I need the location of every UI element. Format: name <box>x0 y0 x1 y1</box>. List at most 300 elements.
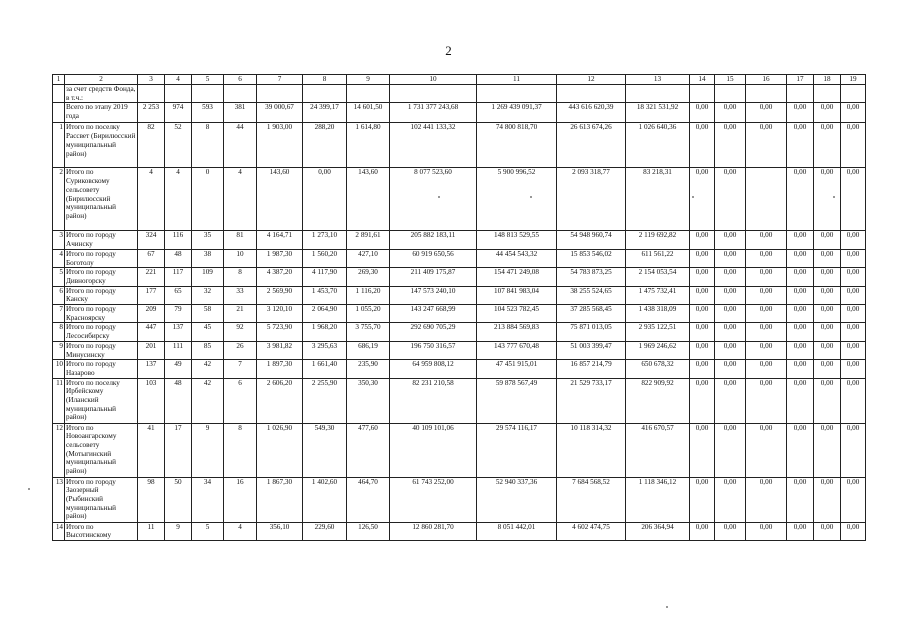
table-cell: 2 255,90 <box>303 378 347 423</box>
table-cell: 4 387,20 <box>257 268 303 286</box>
table-cell: 0,00 <box>841 360 866 378</box>
column-number: 15 <box>715 75 746 85</box>
table-cell: 58 <box>192 305 224 323</box>
row-label: Итого по городу Назарово <box>65 360 138 378</box>
table-cell: 0,00 <box>787 341 814 359</box>
table-cell: 0,00 <box>690 423 715 477</box>
row-label: Итого по поселку Ирбейскому (Иланский муниципальный район) <box>65 378 138 423</box>
table-cell: 0,00 <box>841 323 866 341</box>
table-cell: 0,00 <box>787 123 814 168</box>
table-cell: 1 560,20 <box>303 249 347 267</box>
column-number: 18 <box>814 75 841 85</box>
table-cell: 381 <box>224 103 257 123</box>
table-cell: 21 <box>224 305 257 323</box>
row-index: 4 <box>53 249 65 267</box>
table-cell: 44 454 543,32 <box>477 249 557 267</box>
row-label: Итого по Суриковскому сельсовету (Бирилюсский муниципальный район) <box>65 168 138 231</box>
table-cell: 0,00 <box>715 477 746 522</box>
table-cell: 0,00 <box>715 286 746 304</box>
table-cell: 1 867,30 <box>257 477 303 522</box>
scan-speck <box>28 488 30 490</box>
column-number: 17 <box>787 75 814 85</box>
table-cell: 0,00 <box>746 360 787 378</box>
row-label: Итого по городу Заозерный (Рыбинский муниципальный район) <box>65 477 138 522</box>
table-row <box>53 323 866 341</box>
table-cell: 0,00 <box>787 360 814 378</box>
table-cell: 324 <box>138 231 165 249</box>
row-index: 6 <box>53 286 65 304</box>
table-cell: 447 <box>138 323 165 341</box>
row-index: 3 <box>53 231 65 249</box>
table-cell: 1 968,20 <box>303 323 347 341</box>
table-cell <box>557 85 626 103</box>
table-cell: 126,50 <box>347 522 390 540</box>
table-cell: 1 987,30 <box>257 249 303 267</box>
table-cell: 9 <box>192 423 224 477</box>
table-cell: 61 743 252,00 <box>390 477 477 522</box>
row-index: 12 <box>53 423 65 477</box>
table-cell: 4 <box>224 522 257 540</box>
table-cell: 42 <box>192 360 224 378</box>
table-cell: 10 <box>224 249 257 267</box>
table-cell: 104 523 782,45 <box>477 305 557 323</box>
table-cell: 64 959 808,12 <box>390 360 477 378</box>
row-label: Итого по городу Минусинску <box>65 341 138 359</box>
table-cell: 0,00 <box>787 522 814 540</box>
table-cell: 1 903,00 <box>257 123 303 168</box>
table-cell: 24 399,17 <box>303 103 347 123</box>
table-cell: 5 723,90 <box>257 323 303 341</box>
table-cell: 0,00 <box>814 341 841 359</box>
table-cell: 1 269 439 091,37 <box>477 103 557 123</box>
row-label: Итого по Новоангарскому сельсовету (Мотыгинский муниципальный район) <box>65 423 138 477</box>
table-cell: 47 451 915,01 <box>477 360 557 378</box>
table-cell: 206 364,94 <box>626 522 690 540</box>
table-cell: 205 882 183,11 <box>390 231 477 249</box>
table-cell: 1 055,20 <box>347 305 390 323</box>
table-cell: 0,00 <box>787 286 814 304</box>
table-cell: 0,00 <box>841 305 866 323</box>
table-cell: 1 116,20 <box>347 286 390 304</box>
table-cell: 29 574 116,17 <box>477 423 557 477</box>
table-cell: 0,00 <box>690 286 715 304</box>
table-cell <box>477 85 557 103</box>
table-cell: 0,00 <box>746 268 787 286</box>
table-row <box>53 423 866 477</box>
table-cell: 0,00 <box>841 268 866 286</box>
table-row <box>53 268 866 286</box>
table-cell: 7 <box>224 360 257 378</box>
table-cell: 8 <box>192 123 224 168</box>
table-cell: 137 <box>165 323 192 341</box>
table-cell: 116 <box>165 231 192 249</box>
table-cell: 16 <box>224 477 257 522</box>
table-cell: 52 <box>165 123 192 168</box>
table-cell: 0,00 <box>787 378 814 423</box>
table-cell: 6 <box>224 378 257 423</box>
data-table <box>52 74 866 541</box>
table-row <box>53 522 866 540</box>
table-cell: 12 860 281,70 <box>390 522 477 540</box>
table-cell: 14 601,50 <box>347 103 390 123</box>
table-cell: 477,60 <box>347 423 390 477</box>
table-cell <box>390 85 477 103</box>
table-cell: 33 <box>224 286 257 304</box>
table-cell: 0,00 <box>841 522 866 540</box>
table-cell: 0,00 <box>715 423 746 477</box>
table-cell: 1 731 377 243,68 <box>390 103 477 123</box>
table-cell: 34 <box>192 477 224 522</box>
table-cell: 59 878 567,49 <box>477 378 557 423</box>
table-cell: 37 285 568,45 <box>557 305 626 323</box>
table-cell: 143 247 668,99 <box>390 305 477 323</box>
column-number: 1 <box>53 75 65 85</box>
table-cell: 49 <box>165 360 192 378</box>
table-cell: 1 661,40 <box>303 360 347 378</box>
table-cell: 4 117,90 <box>303 268 347 286</box>
table-cell: 82 231 210,58 <box>390 378 477 423</box>
column-number: 13 <box>626 75 690 85</box>
table-cell: 0,00 <box>715 168 746 231</box>
table-cell: 0,00 <box>690 123 715 168</box>
table-cell <box>787 85 814 103</box>
table-cell: 1 438 318,09 <box>626 305 690 323</box>
table-cell: 3 981,82 <box>257 341 303 359</box>
table-cell: 50 <box>165 477 192 522</box>
table-cell <box>626 85 690 103</box>
table-row <box>53 477 866 522</box>
table-cell: 2 935 122,51 <box>626 323 690 341</box>
table-cell: 143,60 <box>347 168 390 231</box>
table-cell: 154 471 249,08 <box>477 268 557 286</box>
table-cell: 1 273,10 <box>303 231 347 249</box>
column-number: 11 <box>477 75 557 85</box>
table-cell <box>192 85 224 103</box>
table-cell: 0,00 <box>690 378 715 423</box>
row-index <box>53 85 65 103</box>
table-cell: 443 616 620,39 <box>557 103 626 123</box>
table-row <box>53 378 866 423</box>
table-cell: 0,00 <box>690 103 715 123</box>
table-cell: 1 897,30 <box>257 360 303 378</box>
table-cell: 0,00 <box>814 360 841 378</box>
table-cell: 60 919 650,56 <box>390 249 477 267</box>
table-cell: 109 <box>192 268 224 286</box>
table-cell: 39 000,67 <box>257 103 303 123</box>
table-cell: 48 <box>165 378 192 423</box>
table-cell: 0,00 <box>690 305 715 323</box>
table-cell: 8 051 442,01 <box>477 522 557 540</box>
table-cell: 3 755,70 <box>347 323 390 341</box>
table-cell: 75 871 013,05 <box>557 323 626 341</box>
table-cell: 143,60 <box>257 168 303 231</box>
table-cell: 0,00 <box>787 268 814 286</box>
table-cell: 117 <box>165 268 192 286</box>
table-cell: 102 441 133,32 <box>390 123 477 168</box>
table-cell: 0,00 <box>787 249 814 267</box>
table-cell: 209 <box>138 305 165 323</box>
table-cell: 0,00 <box>715 360 746 378</box>
table-cell: 1 453,70 <box>303 286 347 304</box>
table-cell <box>715 85 746 103</box>
row-label: Итого по городу Боготолу <box>65 249 138 267</box>
column-number: 8 <box>303 75 347 85</box>
table-cell: 103 <box>138 378 165 423</box>
table-cell: 0,00 <box>814 305 841 323</box>
table-cell: 0,00 <box>787 168 814 231</box>
table-cell: 18 321 531,92 <box>626 103 690 123</box>
table-cell: 356,10 <box>257 522 303 540</box>
table-cell: 0,00 <box>814 231 841 249</box>
column-number: 19 <box>841 75 866 85</box>
row-index: 5 <box>53 268 65 286</box>
table-row <box>53 85 866 103</box>
table-cell: 9 <box>165 522 192 540</box>
table-cell: 229,60 <box>303 522 347 540</box>
table-row <box>53 305 866 323</box>
table-cell: 54 948 960,74 <box>557 231 626 249</box>
table-cell <box>257 85 303 103</box>
table-cell: 4 602 474,75 <box>557 522 626 540</box>
table-cell: 0,00 <box>814 103 841 123</box>
table-cell: 235,90 <box>347 360 390 378</box>
table-cell: 51 003 399,47 <box>557 341 626 359</box>
scan-speck <box>530 196 532 198</box>
table-cell: 0,00 <box>841 341 866 359</box>
row-label: Итого по городу Ачинску <box>65 231 138 249</box>
row-index: 13 <box>53 477 65 522</box>
table-cell: 0,00 <box>746 249 787 267</box>
table-cell: 0,00 <box>715 341 746 359</box>
table-cell: 0,00 <box>715 103 746 123</box>
table-cell: 0,00 <box>814 268 841 286</box>
table-cell <box>814 85 841 103</box>
table-cell: 111 <box>165 341 192 359</box>
table-cell: 98 <box>138 477 165 522</box>
table-cell: 0,00 <box>715 378 746 423</box>
row-label: Итого по городу Канску <box>65 286 138 304</box>
table-cell: 0,00 <box>841 103 866 123</box>
table-cell: 85 <box>192 341 224 359</box>
row-index: 14 <box>53 522 65 540</box>
table-cell: 0,00 <box>841 168 866 231</box>
row-label: за счет средств Фонда, в т.ч.: <box>65 85 138 103</box>
table-cell: 3 295,63 <box>303 341 347 359</box>
table-cell: 549,30 <box>303 423 347 477</box>
table-cell: 0,00 <box>715 249 746 267</box>
table-cell: 52 940 337,36 <box>477 477 557 522</box>
table-cell: 0,00 <box>746 123 787 168</box>
table-row <box>53 231 866 249</box>
table-cell: 0,00 <box>814 249 841 267</box>
table-cell: 0,00 <box>787 103 814 123</box>
table-cell: 0,00 <box>814 378 841 423</box>
table-cell: 416 670,57 <box>626 423 690 477</box>
table-cell: 0,00 <box>814 522 841 540</box>
table-cell: 0,00 <box>715 522 746 540</box>
table-cell <box>347 85 390 103</box>
row-index: 11 <box>53 378 65 423</box>
table-cell: 38 <box>192 249 224 267</box>
table-cell: 3 120,10 <box>257 305 303 323</box>
table-cell: 0,00 <box>690 323 715 341</box>
table-cell: 0,00 <box>814 323 841 341</box>
table-cell: 16 857 214,79 <box>557 360 626 378</box>
row-index: 9 <box>53 341 65 359</box>
table-cell: 2 154 053,54 <box>626 268 690 286</box>
row-label: Итого по городу Дивногорску <box>65 268 138 286</box>
table-cell: 0,00 <box>690 231 715 249</box>
table-cell: 4 164,71 <box>257 231 303 249</box>
table-cell: 74 800 818,70 <box>477 123 557 168</box>
table-cell: 48 <box>165 249 192 267</box>
table-cell: 0,00 <box>690 249 715 267</box>
table-cell: 0,00 <box>690 477 715 522</box>
column-number: 3 <box>138 75 165 85</box>
table-cell: 148 813 529,55 <box>477 231 557 249</box>
table-cell: 67 <box>138 249 165 267</box>
table-cell: 1 402,60 <box>303 477 347 522</box>
table-cell <box>303 85 347 103</box>
table-cell: 686,19 <box>347 341 390 359</box>
table-cell: 1 475 732,41 <box>626 286 690 304</box>
row-index <box>53 103 65 123</box>
table-row <box>53 341 866 359</box>
table-cell: 8 <box>224 268 257 286</box>
table-cell: 611 561,22 <box>626 249 690 267</box>
table-cell: 137 <box>138 360 165 378</box>
table-cell: 17 <box>165 423 192 477</box>
table-cell: 1 026 640,36 <box>626 123 690 168</box>
table-cell: 0,00 <box>715 323 746 341</box>
table-row <box>53 286 866 304</box>
table-cell: 0 <box>192 168 224 231</box>
table-cell: 0,00 <box>841 249 866 267</box>
table-cell: 0,00 <box>814 423 841 477</box>
table-cell: 211 409 175,87 <box>390 268 477 286</box>
table-cell: 92 <box>224 323 257 341</box>
table-cell: 82 <box>138 123 165 168</box>
header-row <box>53 75 866 85</box>
table-cell: 464,70 <box>347 477 390 522</box>
table-cell: 0,00 <box>787 477 814 522</box>
table-cell: 2 253 <box>138 103 165 123</box>
table-cell: 0,00 <box>746 378 787 423</box>
row-index: 2 <box>53 168 65 231</box>
table-cell: 0,00 <box>814 286 841 304</box>
table-cell: 147 573 240,10 <box>390 286 477 304</box>
table-cell: 0,00 <box>746 341 787 359</box>
table-cell: 0,00 <box>841 123 866 168</box>
column-number: 4 <box>165 75 192 85</box>
scan-speck <box>692 196 694 198</box>
table-cell: 35 <box>192 231 224 249</box>
table-cell: 0,00 <box>715 231 746 249</box>
table-cell: 0,00 <box>690 341 715 359</box>
table-cell: 0,00 <box>690 522 715 540</box>
table-cell: 0,00 <box>841 477 866 522</box>
table-cell: 0,00 <box>841 231 866 249</box>
table-cell: 26 <box>224 341 257 359</box>
table-cell <box>746 85 787 103</box>
table-cell: 0,00 <box>787 323 814 341</box>
table-cell: 593 <box>192 103 224 123</box>
table-cell: 41 <box>138 423 165 477</box>
table-cell: 650 678,32 <box>626 360 690 378</box>
table-cell: 1 026,90 <box>257 423 303 477</box>
table-cell: 2 119 692,82 <box>626 231 690 249</box>
table-row <box>53 123 866 168</box>
table-cell: 0,00 <box>746 522 787 540</box>
row-index: 7 <box>53 305 65 323</box>
table-cell: 1 614,80 <box>347 123 390 168</box>
table-cell: 0,00 <box>814 168 841 231</box>
row-index: 1 <box>53 123 65 168</box>
table-cell: 292 690 705,29 <box>390 323 477 341</box>
table-cell: 350,30 <box>347 378 390 423</box>
table-cell <box>690 85 715 103</box>
table-cell: 8 077 523,60 <box>390 168 477 231</box>
table-cell: 21 529 733,17 <box>557 378 626 423</box>
table-cell: 0,00 <box>841 378 866 423</box>
table-cell: 32 <box>192 286 224 304</box>
scan-speck <box>666 606 668 608</box>
table-cell: 974 <box>165 103 192 123</box>
table-cell: 288,20 <box>303 123 347 168</box>
table-cell: 822 909,92 <box>626 378 690 423</box>
table-cell: 42 <box>192 378 224 423</box>
scan-speck <box>438 196 440 198</box>
table-cell: 0,00 <box>814 123 841 168</box>
table-cell: 0,00 <box>746 423 787 477</box>
table-cell: 0,00 <box>787 231 814 249</box>
table-cell: 0,00 <box>715 268 746 286</box>
table-cell: 26 613 674,26 <box>557 123 626 168</box>
column-number: 16 <box>746 75 787 85</box>
table-cell: 1 118 346,12 <box>626 477 690 522</box>
table-cell: 0,00 <box>814 477 841 522</box>
table-cell: 0,00 <box>690 168 715 231</box>
table-cell: 54 783 873,25 <box>557 268 626 286</box>
table-cell: 38 255 524,65 <box>557 286 626 304</box>
scan-speck <box>833 196 835 198</box>
table-cell: 2 569,90 <box>257 286 303 304</box>
table-cell: 2 064,90 <box>303 305 347 323</box>
table-cell: 44 <box>224 123 257 168</box>
row-label: Всего по этапу 2019 года <box>65 103 138 123</box>
table-cell: 177 <box>138 286 165 304</box>
row-label: Итого по городу Лесосибирску <box>65 323 138 341</box>
table-cell: 0,00 <box>715 123 746 168</box>
column-number: 6 <box>224 75 257 85</box>
table-cell: 0,00 <box>715 305 746 323</box>
table-cell: 0,00 <box>841 286 866 304</box>
table-cell <box>138 85 165 103</box>
table-cell: 4 <box>224 168 257 231</box>
table-cell: 0,00 <box>746 477 787 522</box>
table-row <box>53 168 866 231</box>
table-cell: 2 093 318,77 <box>557 168 626 231</box>
column-number: 14 <box>690 75 715 85</box>
table-cell: 79 <box>165 305 192 323</box>
table-cell: 0,00 <box>746 231 787 249</box>
table-cell: 201 <box>138 341 165 359</box>
page-number: 2 <box>445 43 452 58</box>
table-cell: 2 891,61 <box>347 231 390 249</box>
table-cell: 8 <box>224 423 257 477</box>
table-cell: 4 <box>138 168 165 231</box>
column-number: 7 <box>257 75 303 85</box>
